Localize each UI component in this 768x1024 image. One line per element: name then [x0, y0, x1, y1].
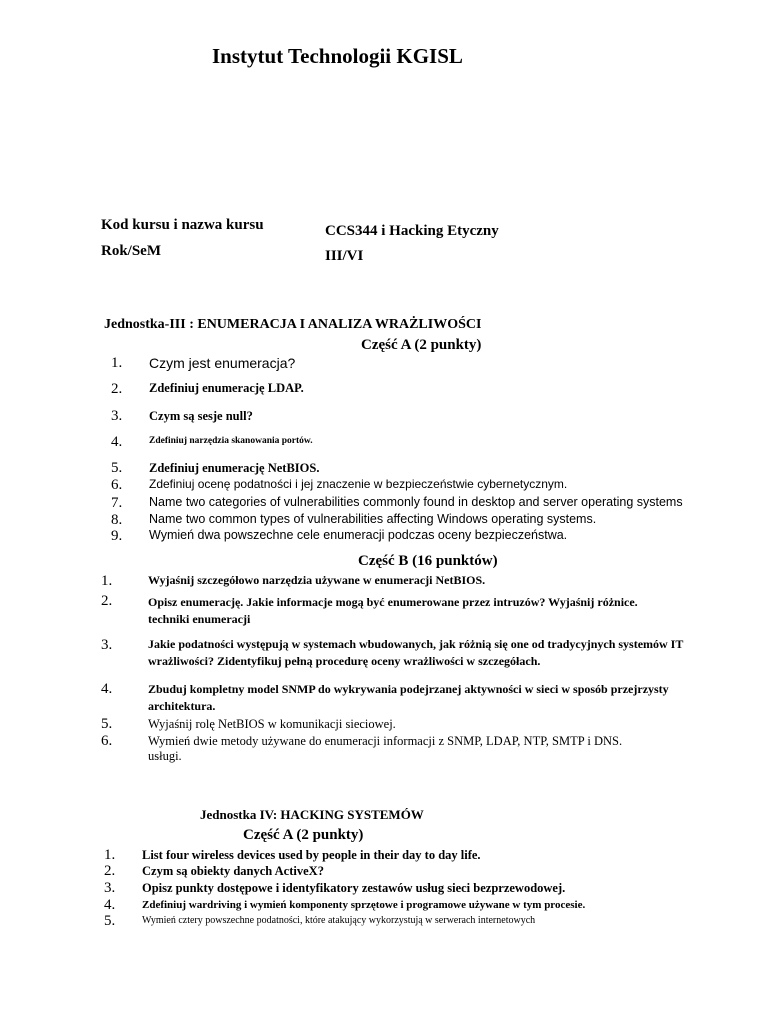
question-text: Zdefiniuj wardriving i wymień komponenty sprzętowe i programowe używane w tym procesie. [142, 899, 586, 911]
question-number: 1. [104, 847, 116, 863]
question-number: 2. [101, 593, 113, 609]
question-number: 8. [111, 512, 123, 528]
course-code-label: Kod kursu i nazwa kursu [101, 217, 264, 233]
year-label: Rok/SeM [101, 243, 161, 259]
question-text: Zdefiniuj narzędzia skanowania portów. [149, 436, 313, 446]
question-number: 3. [111, 408, 123, 424]
question-number: 1. [111, 355, 123, 371]
question-text: Name two categories of vulnerabilities commonly found in desktop and server operating systems [149, 495, 683, 509]
unit4-partA-heading: Część A (2 punkty) [243, 827, 364, 843]
question-text: Zbuduj kompletny model SNMP do wykrywania podejrzanej aktywności w sieci w sposób przejrzysty [148, 682, 669, 696]
question-number: 2. [111, 381, 123, 397]
question-number: 4. [101, 681, 113, 697]
question-text: Wymień cztery powszechne podatności, które atakujący wykorzystują w serwerach internetowych [142, 915, 536, 926]
question-text: List four wireless devices used by people in their day to day life. [142, 848, 481, 862]
question-text: Wyjaśnij szczegółowo narzędzia używane w enumeracji NetBIOS. [148, 573, 486, 587]
page-title: Instytut Technologii KGISL [212, 44, 463, 68]
question-text: Opisz punkty dostępowe i identyfikatory zestawów usług sieci bezprzewodowej. [142, 881, 566, 895]
question-text: Wymień dwa powszechne cele enumeracji podczas oceny bezpieczeństwa. [149, 528, 568, 542]
question-text-cont: techniki enumeracji [148, 612, 251, 626]
question-number: 5. [104, 913, 116, 929]
unit4-title: Jednostka IV: HACKING SYSTEMÓW [200, 807, 424, 822]
unit3-title: Jednostka-III : ENUMERACJA I ANALIZA WRAŻLIWOŚCI [104, 317, 482, 332]
unit3-partB-heading: Część B (16 punktów) [358, 553, 498, 569]
year-value: III/VI [325, 248, 364, 264]
question-number: 5. [101, 716, 113, 732]
course-code-value: CCS344 i Hacking Etyczny [325, 223, 499, 239]
question-text: Wymień dwie metody używane do enumeracji informacji z SNMP, LDAP, NTP, SMTP i DNS. [148, 734, 623, 748]
question-number: 4. [104, 897, 116, 913]
question-number: 3. [104, 880, 116, 896]
question-text: Wyjaśnij rolę NetBIOS w komunikacji sieciowej. [148, 717, 396, 731]
question-number: 7. [111, 495, 123, 511]
question-text-cont: architektura. [148, 699, 216, 713]
question-number: 1. [101, 573, 113, 589]
question-number: 9. [111, 528, 123, 544]
question-number: 6. [101, 733, 113, 749]
question-text: Czym jest enumeracja? [149, 355, 296, 371]
question-text: Zdefiniuj enumerację NetBIOS. [149, 461, 320, 475]
question-text: Zdefiniuj ocenę podatności i jej znaczenie w bezpieczeństwie cybernetycznym. [149, 477, 568, 491]
question-number: 2. [104, 863, 116, 879]
question-text: Jakie podatności występują w systemach wbudowanych, jak różnią się one od tradycyjnych systemów IT [148, 637, 684, 651]
question-text-cont: wrażliwości? Zidentyfikuj pełną procedurę oceny wrażliwości w szczegółach. [148, 654, 541, 668]
question-number: 4. [111, 434, 123, 450]
question-number: 6. [111, 477, 123, 493]
question-text: Name two common types of vulnerabilities affecting Windows operating systems. [149, 512, 597, 526]
question-number: 3. [101, 637, 113, 653]
question-text: Czym są obiekty danych ActiveX? [142, 864, 324, 878]
question-text: Opisz enumerację. Jakie informacje mogą być enumerowane przez intruzów? Wyjaśnij różnice. [148, 595, 638, 609]
question-number: 5. [111, 460, 123, 476]
question-text: Zdefiniuj enumerację LDAP. [149, 381, 304, 395]
unit3-partA-heading: Część A (2 punkty) [361, 337, 482, 353]
question-text-cont: usługi. [148, 749, 182, 763]
question-text: Czym są sesje null? [149, 409, 253, 423]
